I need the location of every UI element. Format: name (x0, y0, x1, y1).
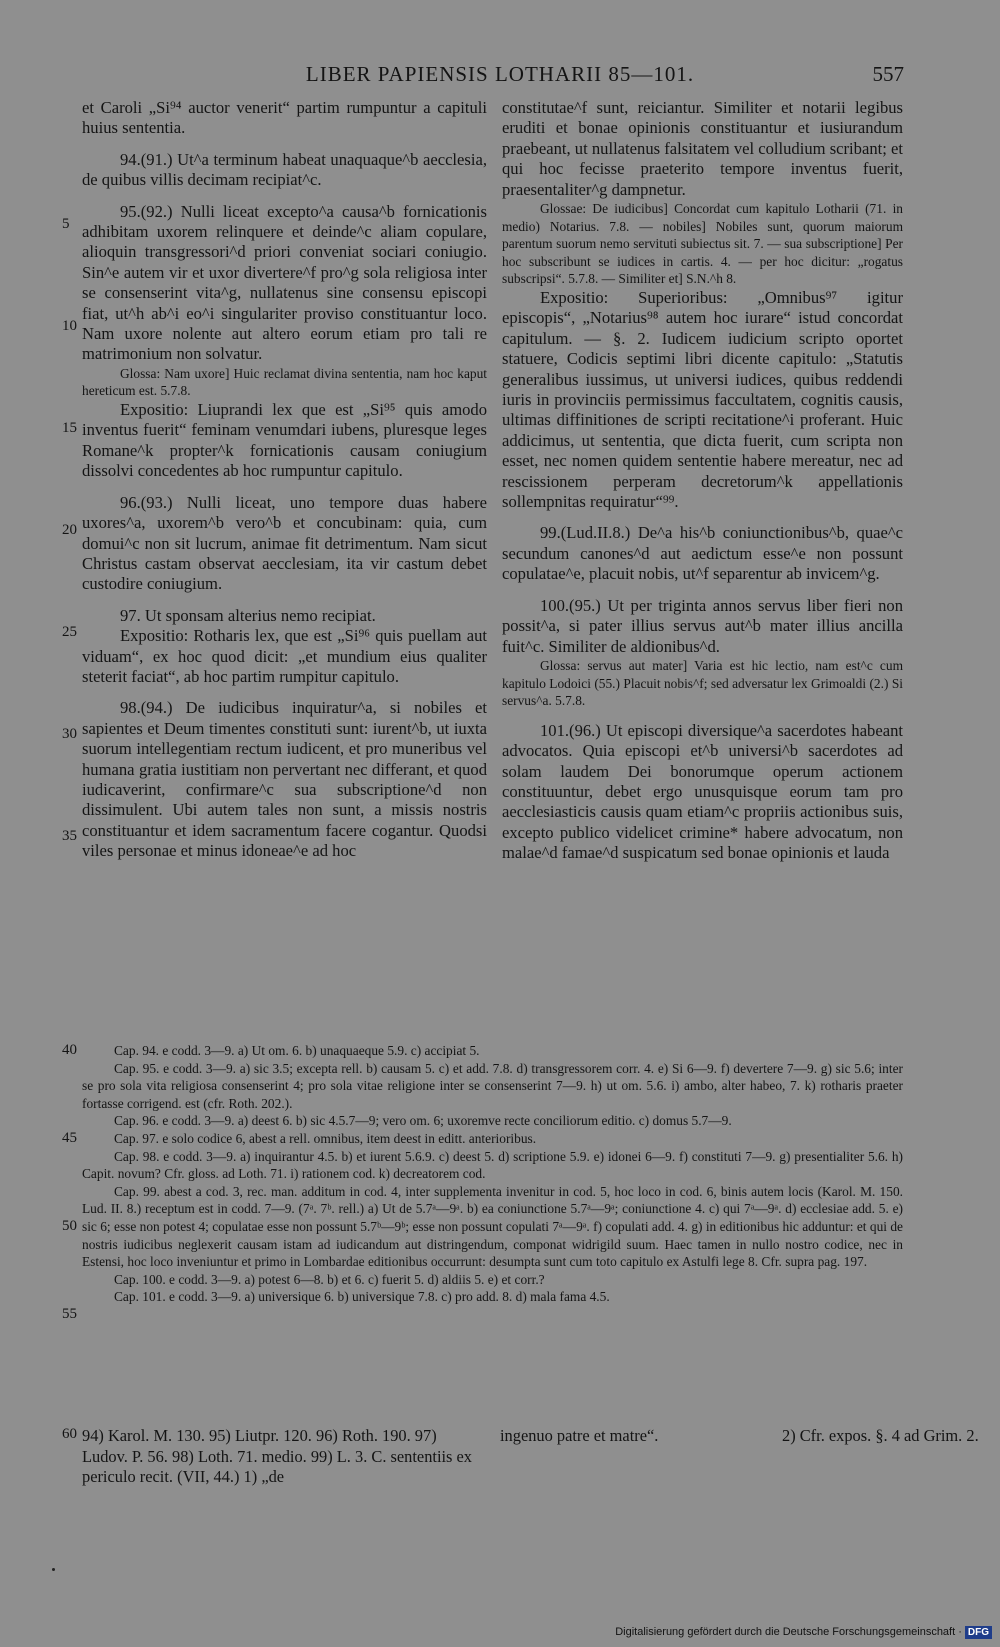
line-number: 15 (62, 420, 77, 436)
chapter-94: 94.(91.) Ut^a terminum habeat unaquaque^b aecclesia, de quibus villis decimam recipiat^c. (82, 149, 487, 190)
glossa: Glossa: Nam uxore] Huic reclamat divina sententia, nam hoc kaput hereticum est. 5.7.8. (82, 365, 487, 399)
line-number: 30 (62, 726, 77, 742)
line-number: 25 (62, 624, 77, 640)
paragraph: constitutae^f sunt, reiciantur. Similiter et notarii legibus eruditi et bonae opinionis constituantur et iusiurandum praebeant, ut nullatenus falsitatem vel colludium scribant; et qui hoc fecisse praeterito tempore inventus fuerit, praesentaliter^g dampnetur. (502, 98, 903, 199)
running-title: LIBER PAPIENSIS LOTHARII 85—101. (305, 62, 695, 86)
apparatus-entry: Cap. 95. e codd. 3—9. a) sic 3.5; excepta rell. b) causam 5. c) et add. 7.8. d) transgressorem corr. 4. e) Si 6—9. f) devertere 7—9. g) sic 5.6; inter se pro sola vita religiosa consenserint 4; pro sola vitae religione inter se consenserint 7—9. h) ut om. 5.6. i) ambo, alter habeo, 7. k) rotharis praeter fortasse corrigend. est (cfr. Roth. 202.). (82, 1060, 903, 1111)
paragraph: et Caroli „Si⁹⁴ auctor venerit“ partim rumpuntur a capituli huius sententia. (82, 98, 487, 138)
critical-apparatus (82, 1042, 903, 1306)
chapter-99: 99.(Lud.II.8.) De^a his^b coniunctionibus^b, quae^c secundum canones^d aut aedictum esse^e non possunt copulatae^e, placuit nobis, ut^f separentur ab invicem^g. (502, 523, 903, 584)
apparatus-entry: Cap. 94. e codd. 3—9. a) Ut om. 6. b) unaquaeque 5.9. c) accipiat 5. (114, 1043, 480, 1058)
line-number: 60 (62, 1426, 77, 1442)
apparatus-entry: Cap. 99. abest a cod. 3, rec. man. additum in cod. 4, inter supplementa invenitur in cod. 5, hoc loco in cod. 6, binis autem locis (Karol. M. 150. Lud. II. 8.) receptum est in codd. 7—9. (7ᵃ. 7ᵇ. rell.) a) Ut de 5.7ᵃ—9ᵃ. b) ea coniunctione 5.7ᵃ—9ᵃ; coniunctione 4. c) qui 7ᵃ—9ᵃ. d) ecclesiae add. 5. e) sic 6; esse non potest 4; copulatae esse non possunt 5.7ᵇ—9ᵇ; esse non possunt copulati 7ᵃ—9ᵃ. f) copulati add. 4. g) in editionibus hic adduntur: et qui de nostris iudicibus neglexerit causam istam ad iudicandum aut distringendum, componat widrigild suum. Haec tamen in nullo nostro codice, nec in Estensi, hoc loco inveniuntur et primo in Lombardae editionibus occurrunt: desumpta sunt cum toto capitulo ex Astulfi lege 8. Cfr. supra pag. 197. (82, 1183, 903, 1270)
expositio: Expositio: Superioribus: „Omnibus⁹⁷ igitur episcopis“, „Notarius⁹⁸ autem hoc iurare“ istud concordat capitulum. — §. 2. Iudicem iudicium scripto oportet statuere, Codicis septimi libri dicente capitulo: „Statutis generalibus iussimus, ut universi iudices, quibus reddendi iuris in provinciis permissimus faccultatem, cognitis causis, ultimas diffinitiones de scripti recitatione^i proferant. Huic addicimus, ut sententia, que dicta fuerit, cum scripta non esset, nec nomen quidem sententie habere mereatur, nec ad rescissionem perperam decretorum^k appellationis sollempnitas requiratur“⁹⁹. (502, 288, 903, 512)
right-column (502, 98, 903, 864)
chapter-95: 95.(92.) Nulli liceat excepto^a causa^b fornicationis adhibitam uxorem relinquere et deinde^c aliam copulare, alioquin transgressori^d priori conveniat sociari coniugio. Sin^e autem vir et uxor divertere^f pro^g sola religiosa inter se consenserint vita^g, nullatenus sine consensu episcopi fiat, ut^h ab^i eo^i singulariter proviso constituantur loco. Nam uxore nolente aut altero eorum etiam pro tali re matrimonium non solvatur. (82, 201, 487, 364)
apparatus-entry: Cap. 98. e codd. 3—9. a) inquirantur 4.5. b) et iurent 5.6.9. c) deest 5. d) scriptione 5.9. e) idonei 6—9. f) constituti 7—9. g) presentialiter 5.6. h) Capit. novum? Cfr. gloss. ad Loth. 71. i) rationem cod. k) decreatorem cod. (82, 1148, 903, 1182)
credit-text: Digitalisierung gefördert durch die Deutsche Forschungsgemeinschaft · (615, 1626, 962, 1638)
line-number: 35 (62, 828, 77, 844)
glossa: Glossa: servus aut mater] Varia est hic lectio, nam est^c cum kapitulo Lodoici (55.) Placuit nobis^f; sed adversatur lex Grimoaldi (2.) Si servus^a. 5.7.8. (502, 657, 903, 709)
chapter-96: 96.(93.) Nulli liceat, uno tempore duas habere uxores^a, uxorem^b vero^b et concubinam: quia, cum domui^c non sit lucrum, animae fit detrimentum. Nam sicut Christus castam observat aecclesiam, ita vir castum debet custodire coniugium. (82, 492, 487, 594)
line-number: 45 (62, 1130, 77, 1146)
footnote-right: 2) Cfr. expos. §. 4 ad Grim. 2. (782, 1426, 979, 1445)
chapter-101: 101.(96.) Ut episcopi diversique^a sacerdotes habeant advocatos. Quia episcopi et^b universi^b sacerdotes ad solam laudem Dei bonorumque operum actionem constituuntur, debet ergo unusquisque eorum tam pro aecclesiasticis causis quam etiam^c propriis actionibus suis, excepto publico videlicet crimine* habere advocatum, non malae^d famae^d suspicatum sed bonae opinionis et lauda (502, 720, 903, 863)
apparatus-entry: Cap. 96. e codd. 3—9. a) deest 6. b) sic 4.5.7—9; vero om. 6; uxoremve recte conciliorum editio. c) domus 5.7—9. (114, 1113, 732, 1129)
apparatus-entry: Cap. 100. e codd. 3—9. a) potest 6—8. b) et 6. c) fuerit 5. d) aldiis 5. e) et corr.? (114, 1271, 545, 1287)
line-number: 40 (62, 1042, 77, 1058)
expositio: Expositio: Liuprandi lex que est „Si⁹⁵ quis amodo inventus fuerit“ feminam venumdari iubens, pluresque leges Romane^k propter^k fornicationis causam coniugium dissolvi concedentes ab hoc rumpuntur capitulo. (82, 400, 487, 481)
footnote-middle: ingenuo patre et matre“. (500, 1426, 659, 1445)
line-number: 5 (62, 216, 70, 232)
page-header (0, 62, 1000, 92)
digitization-credit (615, 1626, 992, 1639)
expositio: Expositio: Rotharis lex, que est „Si⁹⁶ quis puellam aut viduam“, ex hoc quod dicit: „et mundium eius qualiter steterit faciat“, ab hoc partim rumpitur capitulo. (82, 626, 487, 686)
chapter-98: 98.(94.) De iudicibus inquiratur^a, si nobiles et sapientes et Deum timentes constituti sunt: iurent^b, ut iuxta suorum intellegentiam rectum iudicent, et pro muneribus vel humana gratia iustitiam non pervertant nec differant, et quod iudicaverint, confirmare^c sua subscriptione^d non dissimulent. Ubi autem tales non sunt, a missis nostris constituantur et idem sacramentum facere cogantur. Quodsi viles personae et minus idoneae^e ad hoc (82, 698, 487, 861)
left-column (82, 98, 487, 862)
page-mark (52, 1568, 55, 1571)
chapter-100: 100.(95.) Ut per triginta annos servus liber fieri non possit^a, si pater illius servus aut^b mater illius ancilla fuit^c. Similiter de aldionibus^d. (502, 595, 903, 656)
line-number: 20 (62, 522, 77, 538)
line-number: 10 (62, 318, 77, 334)
dfg-logo: DFG (965, 1626, 992, 1639)
chapter-97: 97. Ut sponsam alterius nemo recipiat. (120, 605, 376, 625)
line-number: 55 (62, 1306, 77, 1322)
line-number: 50 (62, 1218, 77, 1234)
page-number: 557 (872, 62, 904, 86)
footnote-left: 94) Karol. M. 130. 95) Liutpr. 120. 96) Roth. 190. 97) Ludov. P. 56. 98) Loth. 71. medio. 99) L. 3. C. sententiis ex periculo recit. (VII, 44.) 1) „de (82, 1426, 473, 1486)
apparatus-entry: Cap. 97. e solo codice 6, abest a rell. omnibus, item deest in editt. anterioribus. (114, 1130, 537, 1146)
glossae: Glossae: De iudicibus] Concordat cum kapitulo Lotharii (71. in medio) Notarius. 7.8. — nobiles] Nobiles sunt, quorum maiorum parentum suorum nemo servituti subiectus sit. 7. — sua subscriptione] Per hoc subscribunt se iudices in cartis. 4. — per hoc dicitur: „rogatus subscripsi“. 5.7.8. — Similiter et] S.N.^h 8. (502, 201, 903, 287)
apparatus-entry: Cap. 101. e codd. 3—9. a) universique 6. b) universique 7.8. c) pro add. 8. d) mala fama 4.5. (114, 1289, 610, 1305)
